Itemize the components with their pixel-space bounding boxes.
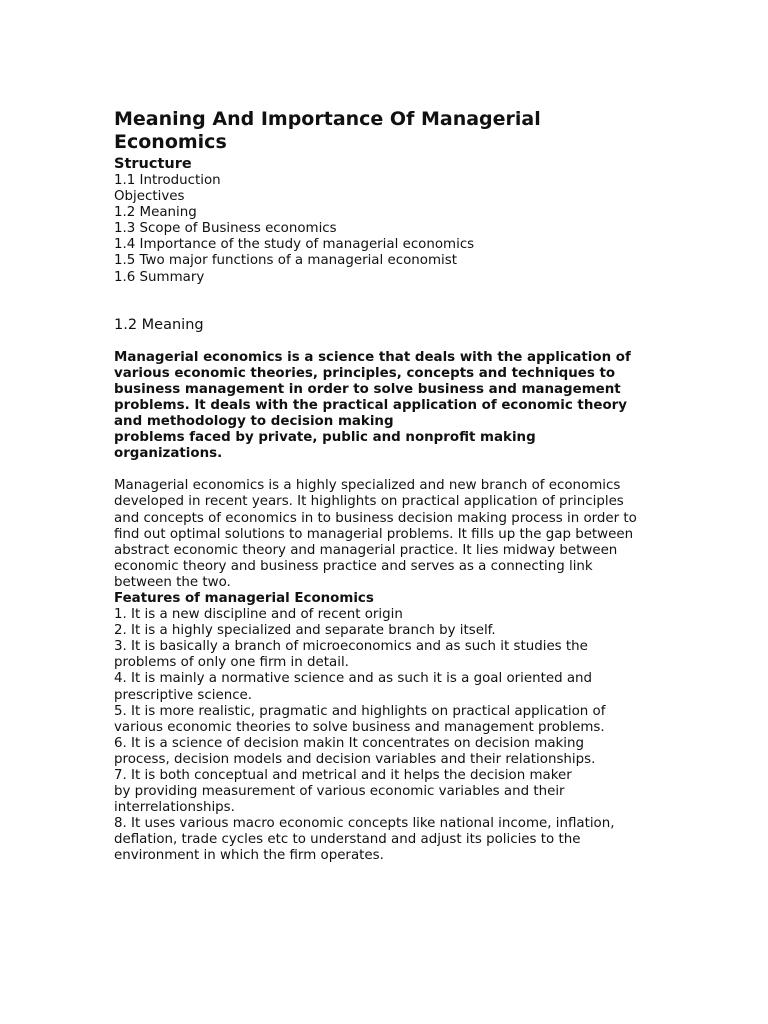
title-line: Economics	[114, 131, 227, 153]
feature-line: 6. It is a science of decision makin It concentrates on decision making	[114, 735, 584, 751]
feature-line: 5. It is more realistic, pragmatic and highlights on practical application of	[114, 703, 606, 719]
toc-item: 1.5 Two major functions of a managerial economist	[114, 253, 457, 269]
paragraph-line: problems. It deals with the practical application of economic theory	[114, 397, 627, 413]
paragraph-line: economic theory and business practice and serves as a connecting link	[114, 558, 593, 574]
feature-line: 4. It is mainly a normative science and as such it is a goal oriented and	[114, 671, 593, 687]
table-of-contents	[114, 173, 659, 286]
definition-paragraph	[114, 350, 659, 463]
paragraph-line: organizations.	[114, 446, 223, 462]
feature-line: problems of only one firm in detail.	[114, 655, 349, 671]
feature-line: 7. It is both conceptual and metrical and it helps the decision maker	[114, 768, 572, 783]
toc-item: 1.2 Meaning	[114, 205, 197, 221]
feature-line: 1. It is a new discipline and of recent origin	[114, 607, 403, 623]
toc-item: 1.1 Introduction	[114, 173, 221, 188]
paragraph-line: and concepts of economics in to business decision making process in order to	[114, 510, 637, 526]
feature-line: 3. It is basically a branch of microeconomics and as such it studies the	[114, 639, 588, 655]
paragraph-line: abstract economic theory and managerial practice. It lies midway between	[114, 542, 618, 558]
title-line: Meaning And Importance Of Managerial	[114, 108, 541, 130]
structure-heading: Structure	[114, 156, 192, 172]
feature-line: deflation, trade cycles etc to understand and adjust its policies to the	[114, 832, 581, 848]
features-list	[114, 607, 659, 865]
features-heading: Features of managerial Economics	[114, 590, 374, 606]
feature-line: environment in which the firm operates.	[114, 848, 384, 864]
feature-line: interrelationships.	[114, 800, 235, 816]
feature-line: various economic theories to solve business and management problems.	[114, 719, 605, 735]
paragraph-line: between the two.	[114, 574, 231, 590]
feature-line: prescriptive science.	[114, 687, 253, 703]
paragraph-line: problems faced by private, public and nonprofit making	[114, 430, 536, 446]
feature-line: process, decision models and decision variables and their relationships.	[114, 751, 596, 767]
paragraph-line: various economic theories, principles, concepts and techniques to	[114, 365, 616, 381]
toc-item: 1.4 Importance of the study of managerial economics	[114, 237, 475, 253]
feature-line: by providing measurement of various economic variables and their	[114, 784, 565, 800]
toc-item: Objectives	[114, 189, 185, 205]
description-paragraph	[114, 478, 659, 591]
feature-line: 2. It is a highly specialized and separate branch by itself.	[114, 623, 496, 639]
paragraph-line: Managerial economics is a highly specialized and new branch of economics	[114, 478, 621, 494]
section-heading: 1.2 Meaning	[114, 316, 204, 333]
paragraph-line: business management in order to solve business and management	[114, 381, 621, 397]
toc-item: 1.6 Summary	[114, 269, 205, 285]
document-title	[114, 108, 659, 154]
paragraph-line: and methodology to decision making	[114, 414, 394, 430]
paragraph-line: find out optimal solutions to managerial problems. It fills up the gap between	[114, 526, 634, 542]
paragraph-line: Managerial economics is a science that deals with the application of	[114, 349, 631, 365]
paragraph-line: developed in recent years. It highlights on practical application of principles	[114, 494, 624, 510]
toc-item: 1.3 Scope of Business economics	[114, 221, 337, 237]
document-page	[114, 108, 659, 865]
feature-line: 8. It uses various macro economic concepts like national income, inflation,	[114, 816, 615, 832]
